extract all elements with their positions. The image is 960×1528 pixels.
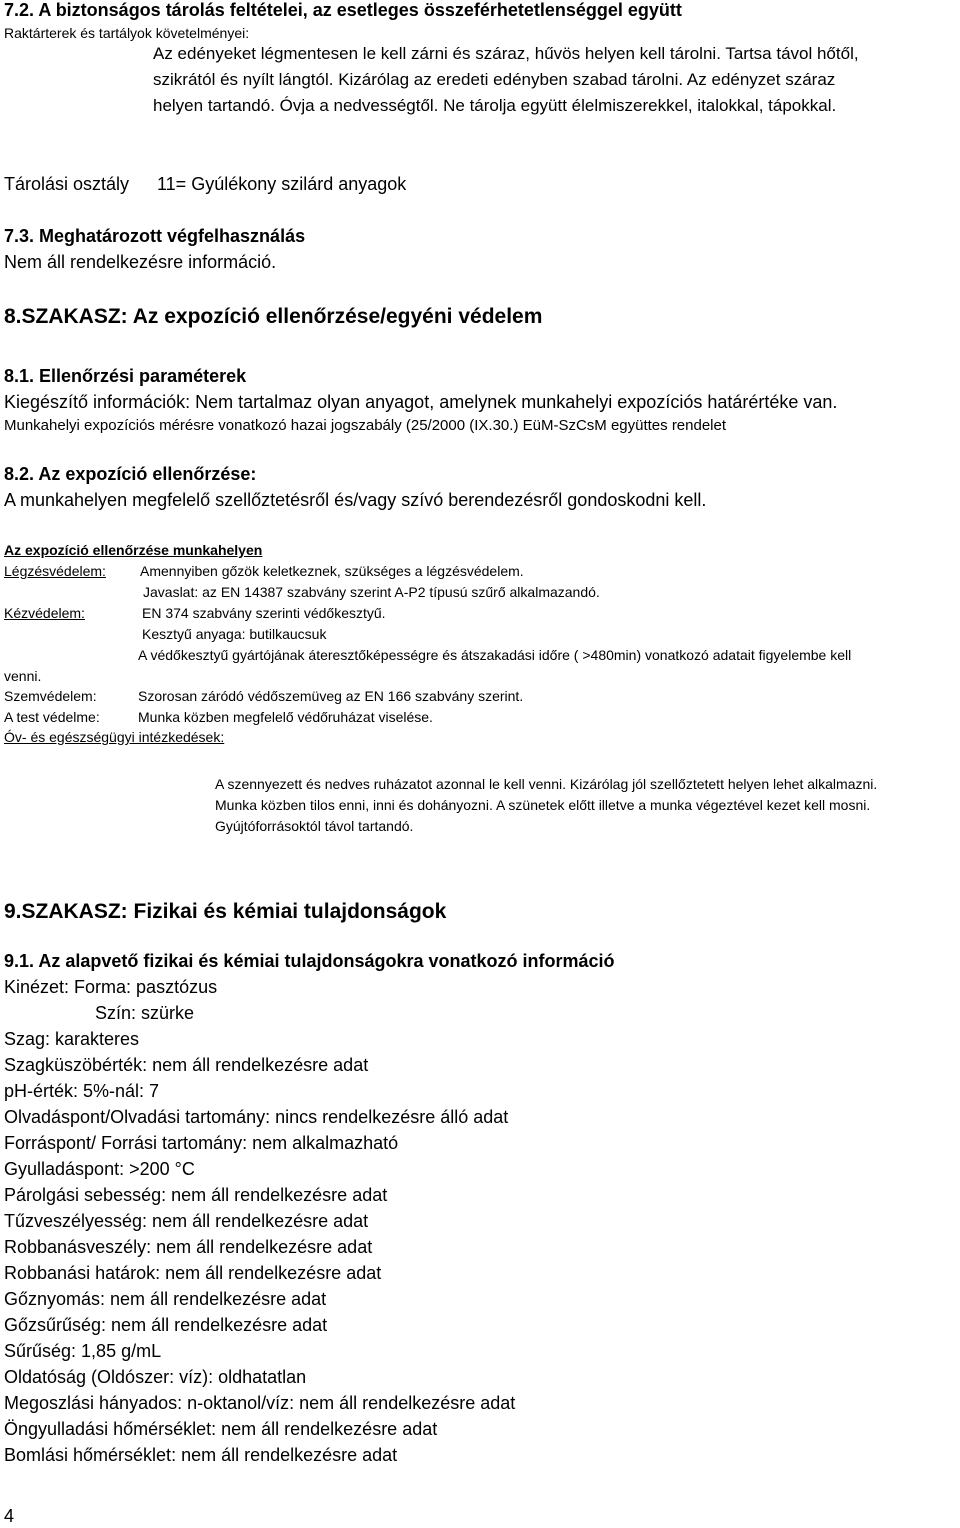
property-line: Bomlási hőmérséklet: nem áll rendelkezésre adat [4, 1445, 398, 1465]
section-8-2-heading: 8.2. Az expozíció ellenőrzése: [4, 464, 257, 484]
section-7-2-heading: 7.2. A biztonságos tárolás feltételei, az esetleges összeférhetetlenséggel együtt [4, 0, 682, 20]
property-line: Szín: szürke [95, 1003, 195, 1023]
property-line: Szag: karakteres [4, 1029, 140, 1049]
hand-protection-value: A védőkesztyű gyártójának áteresztőképességre és átszakadási időre ( >480min) vonatkozó adatait figyelembe kell [138, 647, 852, 663]
property-line: Forráspont/ Forrási tartomány: nem alkalmazható [4, 1133, 399, 1153]
property-line: Tűzveszélyesség: nem áll rendelkezésre adat [4, 1211, 369, 1231]
section-7-3-heading: 7.3. Meghatározott végfelhasználás [4, 226, 306, 246]
respiratory-protection-value: Javaslat: az EN 14387 szabvány szerint A-P2 típusú szűrő alkalmazandó. [143, 584, 600, 600]
section-8-heading: 8.SZAKASZ: Az expozíció ellenőrzése/egyéni védelem [4, 305, 543, 328]
respiratory-protection-label: Légzésvédelem: [4, 563, 106, 579]
property-line: Robbanási határok: nem áll rendelkezésre adat [4, 1263, 382, 1283]
property-line: Öngyulladási hőmérséklet: nem áll rendelkezésre adat [4, 1419, 438, 1439]
workplace-exposure-heading: Az expozíció ellenőrzése munkahelyen [4, 542, 263, 558]
property-line: Kinézet: Forma: pasztózus [4, 977, 218, 997]
property-line: Sűrűség: 1,85 g/mL [4, 1341, 162, 1361]
property-line: Oldatóság (Oldószer: víz): oldhatatlan [4, 1367, 307, 1387]
property-line: Olvadáspont/Olvadási tartomány: nincs rendelkezésre álló adat [4, 1107, 509, 1127]
body-protection-value: Munka közben megfelelő védőruházat viselése. [138, 709, 433, 725]
body-protection-label: A test védelme: [4, 709, 100, 725]
section-9-heading: 9.SZAKASZ: Fizikai és kémiai tulajdonságok [4, 900, 447, 923]
section-8-2-text: A munkahelyen megfelelő szellőztetésről és/vagy szívó berendezésről gondoskodni kell. [4, 490, 707, 510]
eye-protection-value: Szorosan záródó védőszemüveg az EN 166 szabvány szerint. [138, 688, 524, 704]
page-number: 4 [4, 1506, 15, 1526]
property-line: Robbanásveszély: nem áll rendelkezésre adat [4, 1237, 373, 1257]
property-line: pH-érték: 5%-nál: 7 [4, 1081, 160, 1101]
section-8-1-legal: Munkahelyi expozíciós mérésre vonatkozó hazai jogszabály (25/2000 (IX.30.) EüM-SzCsM együttes rendelet [4, 417, 727, 434]
eye-protection-label: Szemvédelem: [4, 688, 97, 704]
section-7-2-subheading: Raktárterek és tartályok követelményei: [4, 25, 250, 41]
storage-text-line: helyen tartandó. Óvja a nedvességtől. Ne tárolja együtt élelmiszerekkel, italokkal, tápokkal. [153, 96, 837, 115]
storage-text-line: Az edényeket légmentesen le kell zárni és száraz, hűvös helyen kell tárolni. Tartsa távol hőtől, [153, 44, 859, 63]
property-line: Gőzsűrűség: nem áll rendelkezésre adat [4, 1315, 328, 1335]
section-7-3-text: Nem áll rendelkezésre információ. [4, 252, 277, 272]
section-9-1-heading: 9.1. Az alapvető fizikai és kémiai tulajdonságokra vonatkozó információ [4, 951, 615, 971]
hygiene-measures-line: A szennyezett és nedves ruházatot azonnal le kell venni. Kizárólag jól szellőztetett helyen lehet alkalmazni. [215, 776, 878, 792]
hand-protection-value: venni. [4, 668, 42, 684]
section-8-1-heading: 8.1. Ellenőrzési paraméterek [4, 366, 247, 386]
storage-text-line: szikrától és nyílt lángtól. Kizárólag az eredeti edényben szabad tárolni. Az edényzet száraz [153, 70, 836, 89]
property-line: Párolgási sebesség: nem áll rendelkezésre adat [4, 1185, 388, 1205]
hand-protection-value: EN 374 szabvány szerinti védőkesztyű. [142, 605, 386, 621]
property-line: Megoszlási hányados: n-oktanol/víz: nem áll rendelkezésre adat [4, 1393, 516, 1413]
hygiene-measures-label: Óv- és egészségügyi intézkedések: [4, 729, 225, 745]
property-line: Gőznyomás: nem áll rendelkezésre adat [4, 1289, 327, 1309]
section-8-1-text: Kiegészítő információk: Nem tartalmaz olyan anyagot, amelynek munkahelyi expozíciós határértéke van. [4, 392, 838, 412]
property-line: Gyulladáspont: >200 °C [4, 1159, 195, 1179]
hand-protection-value: Kesztyű anyaga: butilkaucsuk [142, 626, 327, 642]
hand-protection-label: Kézvédelem: [4, 605, 85, 621]
hygiene-measures-line: Gyújtóforrásoktól távol tartandó. [215, 818, 414, 834]
property-line: Szagküszöbérték: nem áll rendelkezésre adat [4, 1055, 369, 1075]
hygiene-measures-line: Munka közben tilos enni, inni és dohányozni. A szünetek előtt illetve a munka végeztével kezet kell mosni. [215, 797, 871, 813]
respiratory-protection-value: Amennyiben gőzök keletkeznek, szükséges a légzésvédelem. [140, 563, 524, 579]
storage-class-value: 11= Gyúlékony szilárd anyagok [157, 174, 407, 194]
storage-class-label: Tárolási osztály [4, 174, 130, 194]
